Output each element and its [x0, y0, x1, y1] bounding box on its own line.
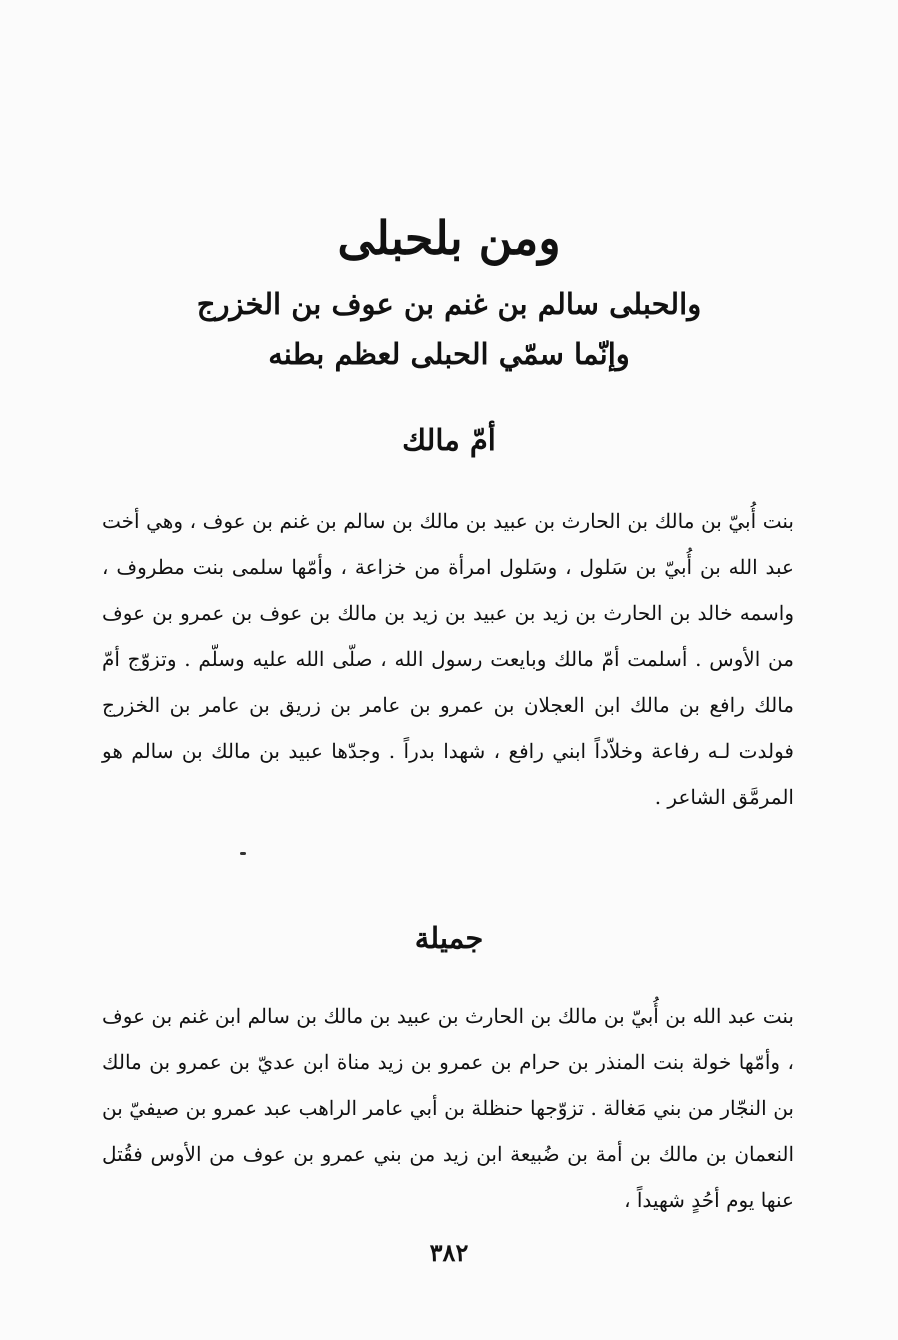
subtitle-line-1: والحبلى سالم بن غنم بن عوف بن الخزرج: [196, 287, 702, 321]
page-number: ٣٨٢: [429, 1238, 469, 1267]
chapter-title: ومن بلحبلى: [337, 211, 561, 265]
section-heading-jamila: جميلة: [414, 921, 484, 955]
ink-speck: [240, 852, 246, 855]
subtitle-line-2: وإنّما سمّي الحبلى لعظم بطنه: [268, 337, 630, 371]
section-heading-umm-malik: أمّ مالك: [402, 423, 496, 457]
section-paragraph-jamila: بنت عبد الله بن أُبيّ بن مالك بن الحارث بن عبيد بن مالك بن سالم ابن غنم بن عوف ، وأمّها خولة بنت المنذر بن حرام بن عمرو بن زيد مناة ابن عديّ بن عمرو بن مالك بن النجّار من بني مَغالة . تزوّجها حنظلة بن أبي عامر الراهب عبد عمرو بن صيفيّ بن النعمان بن مالك بن أمة بن ضُبيعة ابن زيد من بني عمرو بن عوف من الأوس فقُتل عنها يوم أحُدٍ شهيداً ،: [102, 1004, 794, 1212]
section-paragraph-umm-malik: بنت أُبيّ بن مالك بن الحارث بن عبيد بن مالك بن سالم بن غنم بن عوف ، وهي أخت عبد الله بن أُبيّ بن سَلول ، وسَلول امرأة من خزاعة ، وأمّها سلمى بنت مطروف ، واسمه خالد بن الحارث بن زيد بن عبيد بن زيد بن مالك بن عوف بن عمرو بن عوف من الأوس . أسلمت أمّ مالك وبايعت رسول الله ، صلّى الله عليه وسلّم . وتزوّج أمّ مالك رافع بن مالك ابن العجلان بن عمرو بن عامر بن زريق بن عامر بن الخزرج فولدت لـه رفاعة وخلاّداً ابني رافع ، شهدا بدراً . وجدّها عبيد بن مالك بن سالم هو المرمَّق الشاعر .: [102, 509, 794, 809]
